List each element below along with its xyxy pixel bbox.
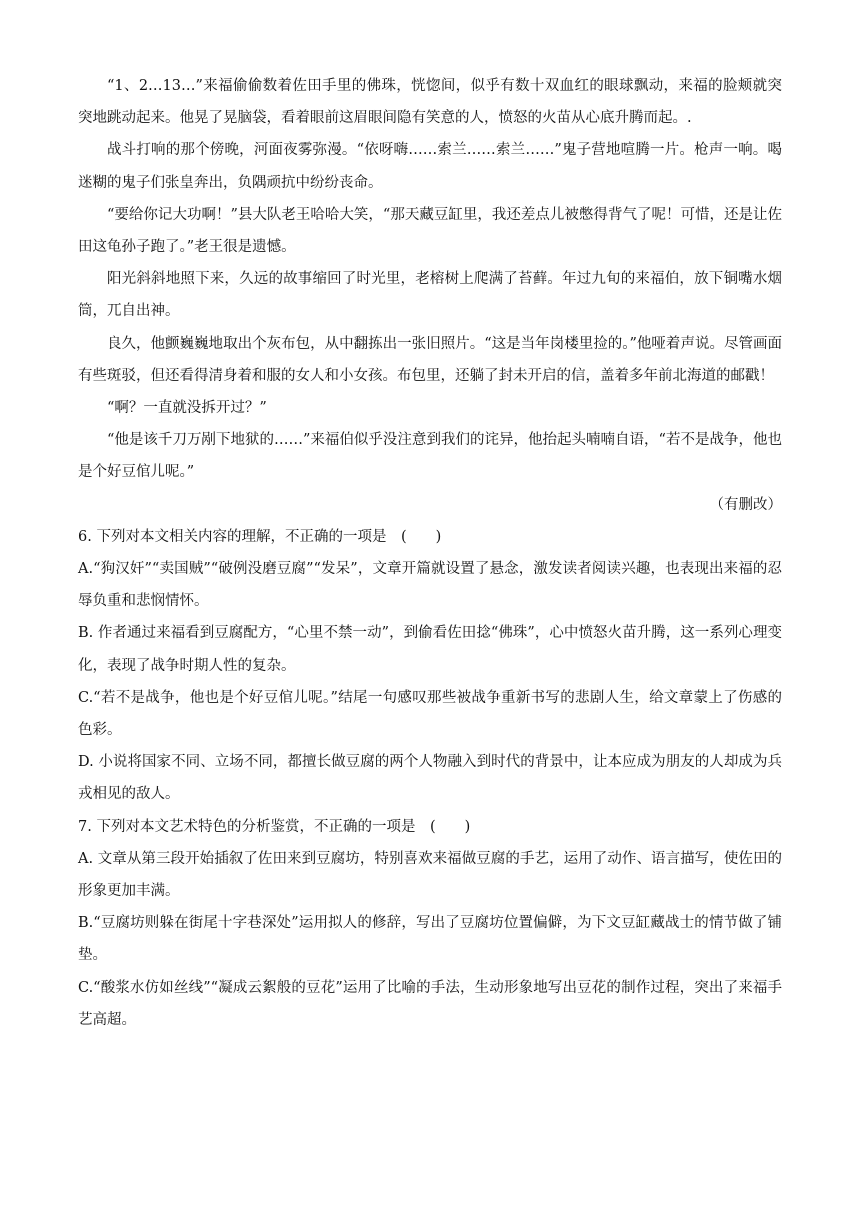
question-7-stem: 7. 下列对本文艺术特色的分析鉴赏，不正确的一项是 ( )	[78, 818, 471, 835]
story-paragraph-1: “1、2…13…”来福偷偷数着佐田手里的佛珠，恍惚间，似乎有数十双血红的眼球飘动，来福的脸颊就突突地跳动起来。他晃了晃脑袋，看着眼前这眉眼间隐有笑意的人，愤怒的火苗从心底升腾而起。.	[78, 78, 782, 127]
question-6-option-c: C.“若不是战争，他也是个好豆倌儿呢。”结尾一句感叹那些被战争重新书写的悲剧人生，给文章蒙上了伤感的色彩。	[78, 689, 782, 739]
question-7-option-a: A. 文章从第三段开始插叙了佐田来到豆腐坊，特别喜欢来福做豆腐的手艺，运用了动作、语言描写，使佐田的形象更加丰满。	[78, 850, 782, 900]
question-7-option-c: C.“酸浆水仿如丝线”“凝成云絮般的豆花”运用了比喻的手法，生动形象地写出豆花的制作过程，突出了来福手艺高超。	[78, 979, 782, 1028]
document-page	[78, 70, 782, 1036]
story-paragraph-2: 战斗打响的那个傍晚，河面夜雾弥漫。“依呀嗨……索兰……索兰……”鬼子营地喧腾一片。枪声一响。喝迷糊的鬼子们张皇奔出，负隅顽抗中纷纷丧命。	[78, 142, 782, 191]
question-6-option-a: A.“狗汉奸”“卖国贼”“破例没磨豆腐”“发呆”，文章开篇就设置了悬念，激发读者阅读兴趣，也表现出来福的忍辱负重和悲悯情怀。	[78, 561, 782, 610]
story-paragraph-7: “他是该千刀万剐下地狱的……”来福伯似乎没注意到我们的诧异，他抬起头喃喃自语，“若不是战争，他也是个好豆倌儿呢。”	[78, 432, 782, 481]
story-paragraph-6: “啊？一直就没拆开过？”	[107, 400, 267, 417]
story-paragraph-5: 良久，他颤巍巍地取出个灰布包，从中翻拣出一张旧照片。“这是当年岗楼里捡的。”他哑着声说。尽管画面有些斑驳，但还看得清身着和服的女人和小女孩。布包里，还躺了封未开启的信，盖着多年前北海道的邮戳！	[78, 335, 782, 384]
question-6-stem: 6. 下列对本文相关内容的理解，不正确的一项是 ( )	[78, 528, 442, 545]
question-6-option-d: D. 小说将国家不同、立场不同，都擅长做豆腐的两个人物融入到时代的背景中，让本应成为朋友的人却成为兵戎相见的敌人。	[78, 754, 782, 803]
question-7-option-b: B.“豆腐坊则躲在街尾十字巷深处”运用拟人的修辞，写出了豆腐坊位置偏僻，为下文豆缸藏战士的情节做了铺垫。	[78, 915, 782, 964]
story-paragraph-3: “要给你记大功啊！”县大队老王哈哈大笑，“那天藏豆缸里，我还差点儿被憋得背气了呢！可惜，还是让佐田这龟孙子跑了。”老王很是遗憾。	[78, 206, 782, 256]
story-paragraph-4: 阳光斜斜地照下来，久远的故事缩回了时光里，老榕树上爬满了苔藓。年过九旬的来福伯，放下铜嘴水烟筒，兀自出神。	[78, 271, 782, 320]
question-6-option-b: B. 作者通过来福看到豆腐配方，“心里不禁一动”，到偷看佐田捻“佛珠”，心中愤怒火苗升腾，这一系列心理变化，表现了战争时期人性的复杂。	[78, 625, 782, 674]
source-note: （有删改）	[709, 496, 782, 513]
